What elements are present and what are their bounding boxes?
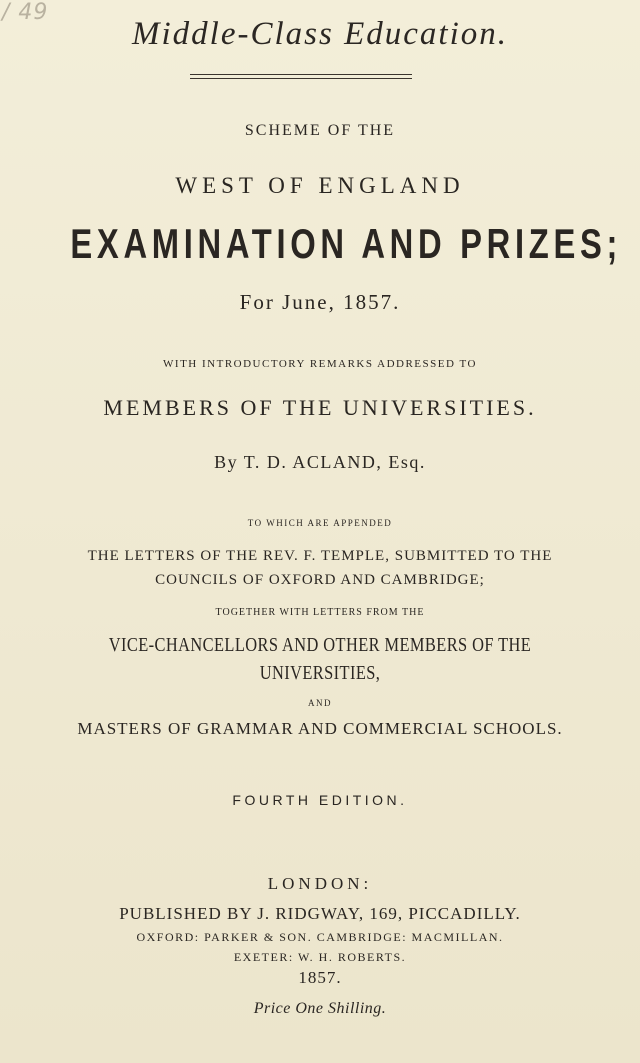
date-line: For June, 1857. — [239, 290, 401, 314]
together-line: TOGETHER WITH LETTERS FROM THE — [215, 607, 425, 618]
title-rule-top — [190, 74, 412, 75]
series-title: Middle-Class Education. — [132, 16, 508, 52]
scheme-line: SCHEME OF THE — [244, 122, 396, 139]
intro-line: WITH INTRODUCTORY REMARKS ADDRESSED TO — [163, 358, 477, 370]
imprint-city: LONDON: — [267, 874, 373, 893]
imprint-oxford-cambridge: OXFORD: PARKER & SON. CAMBRIDGE: MACMILLAN. — [136, 930, 504, 944]
main-title: EXAMINATION AND PRIZES; — [70, 220, 623, 267]
members-line: MEMBERS OF THE UNIVERSITIES. — [103, 395, 537, 420]
edition-line: FOURTH EDITION. — [232, 792, 408, 808]
imprint-publisher: PUBLISHED BY J. RIDGWAY, 169, PICCADILLY. — [119, 904, 521, 923]
pencil-annotation: / 49 — [2, 0, 49, 25]
imprint-exeter: EXETER: W. H. ROBERTS. — [233, 950, 407, 964]
and-line: AND — [308, 698, 332, 708]
title-rule-bottom — [190, 78, 412, 79]
vice-chancellors-line-1: VICE-CHANCELLORS AND OTHER MEMBERS OF THE — [108, 634, 532, 656]
appended-line: TO WHICH ARE APPENDED — [247, 518, 393, 528]
letters-line-1: THE LETTERS OF THE REV. F. TEMPLE, SUBMITTED TO THE — [87, 548, 553, 564]
author-byline: By T. D. ACLAND, Esq. — [214, 452, 426, 472]
masters-line: MASTERS OF GRAMMAR AND COMMERCIAL SCHOOLS. — [77, 719, 563, 738]
imprint-year: 1857. — [298, 968, 342, 987]
west-of-england-line: WEST OF ENGLAND — [175, 173, 465, 198]
price-line: Price One Shilling. — [253, 1000, 387, 1017]
vice-chancellors-line-2: UNIVERSITIES, — [259, 662, 381, 684]
letters-line-2: COUNCILS OF OXFORD AND CAMBRIDGE; — [155, 572, 485, 588]
